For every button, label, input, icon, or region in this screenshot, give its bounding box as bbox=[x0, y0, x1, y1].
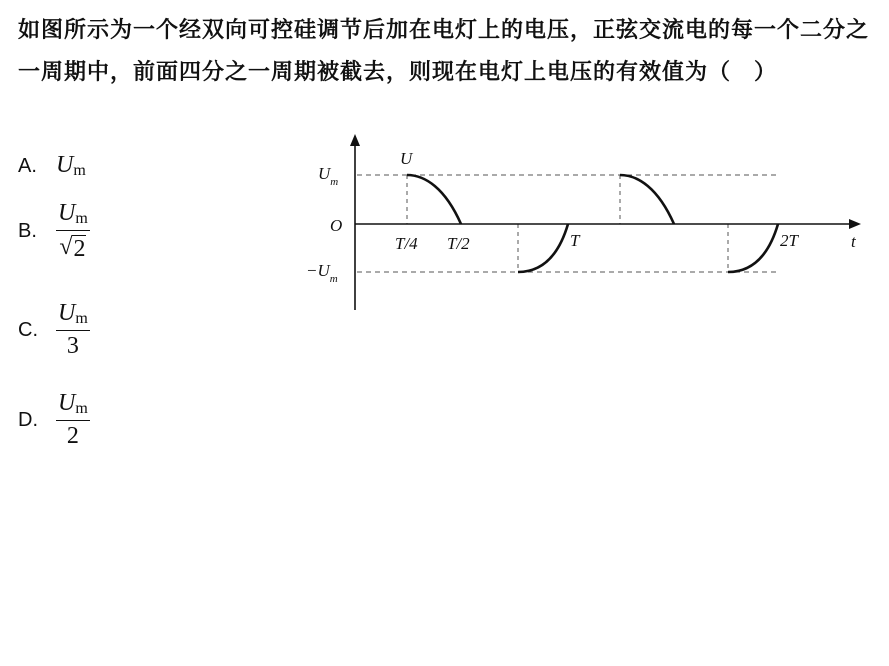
tick-label-t4: T/4 bbox=[395, 234, 418, 253]
option-c-fraction: $\frac{Um}{3}$ bbox=[58, 300, 88, 359]
tick-label-t: T bbox=[570, 231, 580, 250]
option-a-value: Um bbox=[56, 152, 86, 179]
option-b[interactable] bbox=[18, 200, 90, 262]
sqrt-symbol: √ 2 bbox=[59, 234, 86, 262]
y-axis-arrow bbox=[350, 134, 360, 146]
y-pos-label: $U_m$ bbox=[318, 164, 339, 188]
question-text: 如图所示为一个经双向可控硅调节后加在电灯上的电压，正弦交流电的每一个二分之一周期中，前面四分之一周期被截去，则现在电灯上电压的有效值为（ ） bbox=[18, 18, 870, 85]
tick-label-t2: T/2 bbox=[447, 234, 470, 253]
tick-label-2t: 2T bbox=[780, 231, 798, 250]
option-d-fraction: $\frac{Um}{2}$ bbox=[58, 390, 88, 449]
option-a[interactable] bbox=[18, 152, 86, 180]
option-d[interactable] bbox=[18, 390, 90, 450]
origin-label: O bbox=[330, 216, 343, 235]
option-b-letter: B. bbox=[18, 219, 37, 242]
option-a-letter: A. bbox=[18, 154, 37, 177]
waveform-segment-2 bbox=[518, 224, 568, 272]
waveform-segment-3 bbox=[620, 175, 674, 224]
option-c-letter: C. bbox=[18, 318, 38, 341]
t-axis-arrow bbox=[849, 219, 861, 229]
curve-label: U bbox=[400, 149, 413, 168]
option-d-letter: D. bbox=[18, 408, 38, 431]
t-axis-label: t bbox=[851, 232, 856, 251]
waveform-segment-4 bbox=[728, 224, 778, 272]
voltage-graph bbox=[300, 130, 870, 320]
option-b-fraction: Um √ 2 bbox=[58, 200, 88, 262]
waveform-segment-1 bbox=[407, 175, 461, 224]
y-neg-label: $-U_m$ bbox=[306, 261, 338, 285]
option-c[interactable] bbox=[18, 300, 90, 360]
